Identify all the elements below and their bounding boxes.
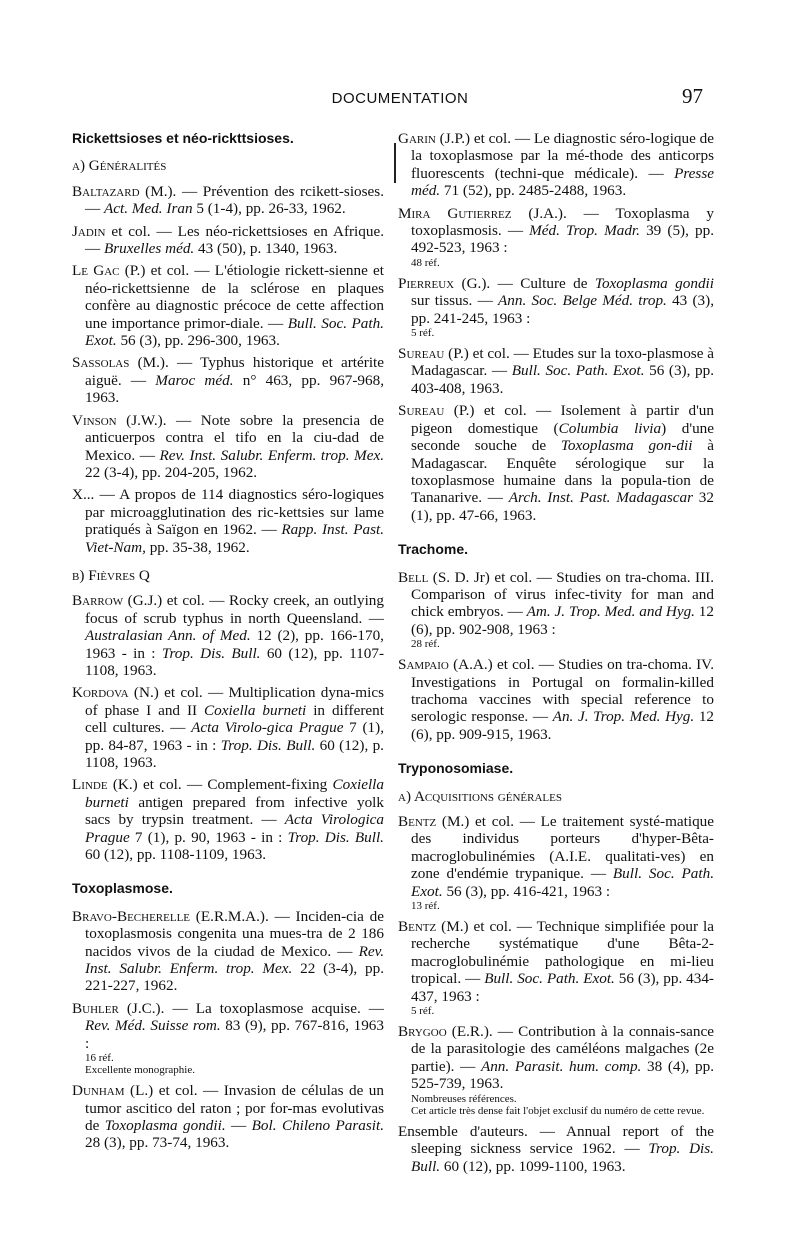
reference-note: Nombreuses références.	[411, 1092, 517, 1105]
reference-entry: Mira Gutierrez (J.A.). — Toxoplasma y toxoplasmosis. — Méd. Trop. Madr. 39 (5), pp. 492-523, 1963 :	[398, 204, 714, 257]
reference-note: 13 réf.	[411, 900, 440, 913]
reference-entry: Dunham (L.) et col. — Invasion de células de un tumor ascitico del raton ; por for-mas evolutivas de Toxoplasma gondii. — Bol. Chileno Parasit. 28 (3), pp. 73-74, 1963.	[72, 1082, 384, 1152]
reference-entry: Buhler (J.C.). — La toxoplasmose acquise. — Rev. Méd. Suisse rom. 83 (9), pp. 767-816, 1963 :	[72, 999, 384, 1052]
reference-entry: Barrow (G.J.) et col. — Rocky creek, an outlying focus of scrub typhus in north Queensland. — Australasian Ann. of Med. 12 (2), pp. 166-170, 1963 - in : Trop. Dis. Bull. 60 (12), pp. 1107-1108, 1963.	[72, 592, 384, 679]
reference-entry: Jadin et col. — Les néo-rickettsioses en Afrique. — Bruxelles méd. 43 (50), p. 1340, 1963.	[72, 222, 384, 258]
reference-entry: Kordova (N.) et col. — Multiplication dyna-mics of phase I and II Coxiella burneti in different cell cultures. — Acta Virolo-gica Prague 7 (1), pp. 84-87, 1963 - in : Trop. Dis. Bull. 60 (12), p. 1108, 1963.	[72, 684, 384, 771]
section-heading: Trachome.	[398, 541, 469, 558]
reference-entry: Sureau (P.) et col. — Etudes sur la toxo-plasmose à Madagascar. — Bull. Soc. Path. Exot. 56 (3), pp. 403-408, 1963.	[398, 345, 714, 397]
reference-entry: Bravo-Becherelle (E.R.M.A.). — Inciden-cia de toxoplasmosis congenita una mues-tra de 2 186 nacidos vivos de la ciudad de Mexico. — Rev. Inst. Salubr. Enferm. trop. Mex. 22 (3-4), pp. 221-227, 1962.	[72, 907, 384, 995]
section-heading: Rickettsioses et néo-rickttsioses.	[72, 130, 294, 146]
reference-entry: Sureau (P.) et col. — Isolement à partir d'un pigeon domestique (Columbia livia) d'une seconde souche de Toxoplasma gon-dii à Madagascar. Enquête sérologique sur la toxoplasmose humaine dans la popula-tion de Tananarive. — Arch. Inst. Past. Madagascar 32 (1), pp. 47-66, 1963.	[398, 402, 714, 524]
reference-entry: Baltazard (M.). — Prévention des rcikett-sioses. — Act. Med. Iran 5 (1-4), pp. 26-33, 1962.	[72, 182, 384, 218]
reference-note: 5 réf.	[411, 1005, 435, 1018]
right-column	[398, 130, 714, 1180]
reference-entry: Ensemble d'auteurs. — Annual report of the sleeping sickness service 1962. — Trop. Dis. Bull. 60 (12), pp. 1099-1100, 1963.	[398, 1122, 715, 1175]
running-header-title: DOCUMENTATION	[331, 90, 469, 107]
reference-entry: Bentz (M.) et col. — Le traitement systé-matique des individus porteurs d'hyper-Bêta-macroglobulinémies (A.I.E. qualitati-ves) en zone d'endémie trypanique. — Bull. Soc. Path. Exot. 56 (3), pp. 416-421, 1963 :	[398, 813, 714, 900]
reference-entry: X... — A propos de 114 diagnostics séro-logiques par microagglutination des ric-kettsies sur lame pratiqués à Saïgon en 1962. — Rapp. Inst. Past. Viet-Nam, pp. 35-38, 1962.	[72, 486, 385, 556]
reference-note: Excellente monographie.	[85, 1064, 195, 1077]
reference-note: 5 réf.	[411, 327, 435, 340]
reference-entry: Vinson (J.W.). — Note sobre la presencia de anticuerpos contra el tifo en la ciu-dad de Mexico. — Rev. Inst. Salubr. Enferm. trop. Mex. 22 (3-4), pp. 204-205, 1962.	[72, 411, 384, 481]
reference-entry: Sampaio (A.A.) et col. — Studies on tra-choma. IV. Investigations in Portugal on formalin-killed trachoma vaccines with special reference to serologic response. — An. J. Trop. Med. Hyg. 12 (6), pp. 909-915, 1963.	[398, 656, 715, 743]
subsection-heading: b) Fièvres Q	[72, 566, 150, 584]
reference-entry: Bell (S. D. Jr) et col. — Studies on tra-choma. III. Comparison of virus infec-tivity for man and chick embryos. — Am. J. Trop. Med. and Hyg. 12 (6), pp. 902-908, 1963 :	[398, 568, 714, 638]
reference-entry: Pierreux (G.). — Culture de Toxoplasma gondii sur tissus. — Ann. Soc. Belge Méd. trop. 43 (3), pp. 241-245, 1963 :	[398, 274, 714, 327]
page-number: 97	[682, 84, 703, 108]
reference-entry: Brygoo (E.R.). — Contribution à la connais-sance de la parasitologie des caméléons malgaches (2e partie). — Ann. Parasit. hum. comp. 38 (4), pp. 525-739, 1963.	[398, 1023, 714, 1093]
subsection-heading: a) Généralités	[72, 157, 167, 175]
subsection-heading: a) Acquisitions générales	[398, 787, 562, 805]
left-column	[72, 130, 384, 1157]
reference-note: 28 réf.	[411, 638, 440, 651]
reference-entry: Linde (K.) et col. — Complement-fixing Coxiella burneti antigen prepared from infective yolk sacs by trypsin treatment. — Acta Virologica Prague 7 (1), p. 90, 1963 - in : Trop. Dis. Bull. 60 (12), pp. 1108-1109, 1963.	[72, 776, 384, 864]
reference-entry: Le Gac (P.) et col. — L'étiologie rickett-sienne et néo-rickettsienne de la sclérose en plaques confère au diagnostic précoce de cette affection une importance primor-diale. — Bull. Soc. Path. Exot. 56 (3), pp. 296-300, 1963.	[72, 262, 385, 350]
reference-entry: Bentz (M.) et col. — Technique simplifiée pour la recherche systématique d'une Bêta-2-macroglobulinémie pathologique en mi-lieu tropical. — Bull. Soc. Path. Exot. 56 (3), pp. 434-437, 1963 :	[398, 918, 714, 1005]
reference-note: 16 réf.	[85, 1052, 114, 1065]
reference-note: 48 réf.	[411, 256, 440, 269]
reference-entry: Garin (J.P.) et col. — Le diagnostic séro-logique de la toxoplasmose par la mé-thode des anticorps fluorescents (techni-que médicale). — Presse méd. 71 (52), pp. 2485-2488, 1963.	[398, 130, 714, 200]
section-heading: Tryponosomiase.	[398, 760, 514, 777]
reference-note: Cet article très dense fait l'objet exclusif du numéro de cette revue.	[411, 1104, 705, 1117]
section-heading: Toxoplasmose.	[72, 880, 173, 897]
reference-entry: Sassolas (M.). — Typhus historique et artérite aiguë. — Maroc méd. n° 463, pp. 967-968, 1963.	[72, 354, 384, 407]
margin-bar	[394, 143, 396, 183]
